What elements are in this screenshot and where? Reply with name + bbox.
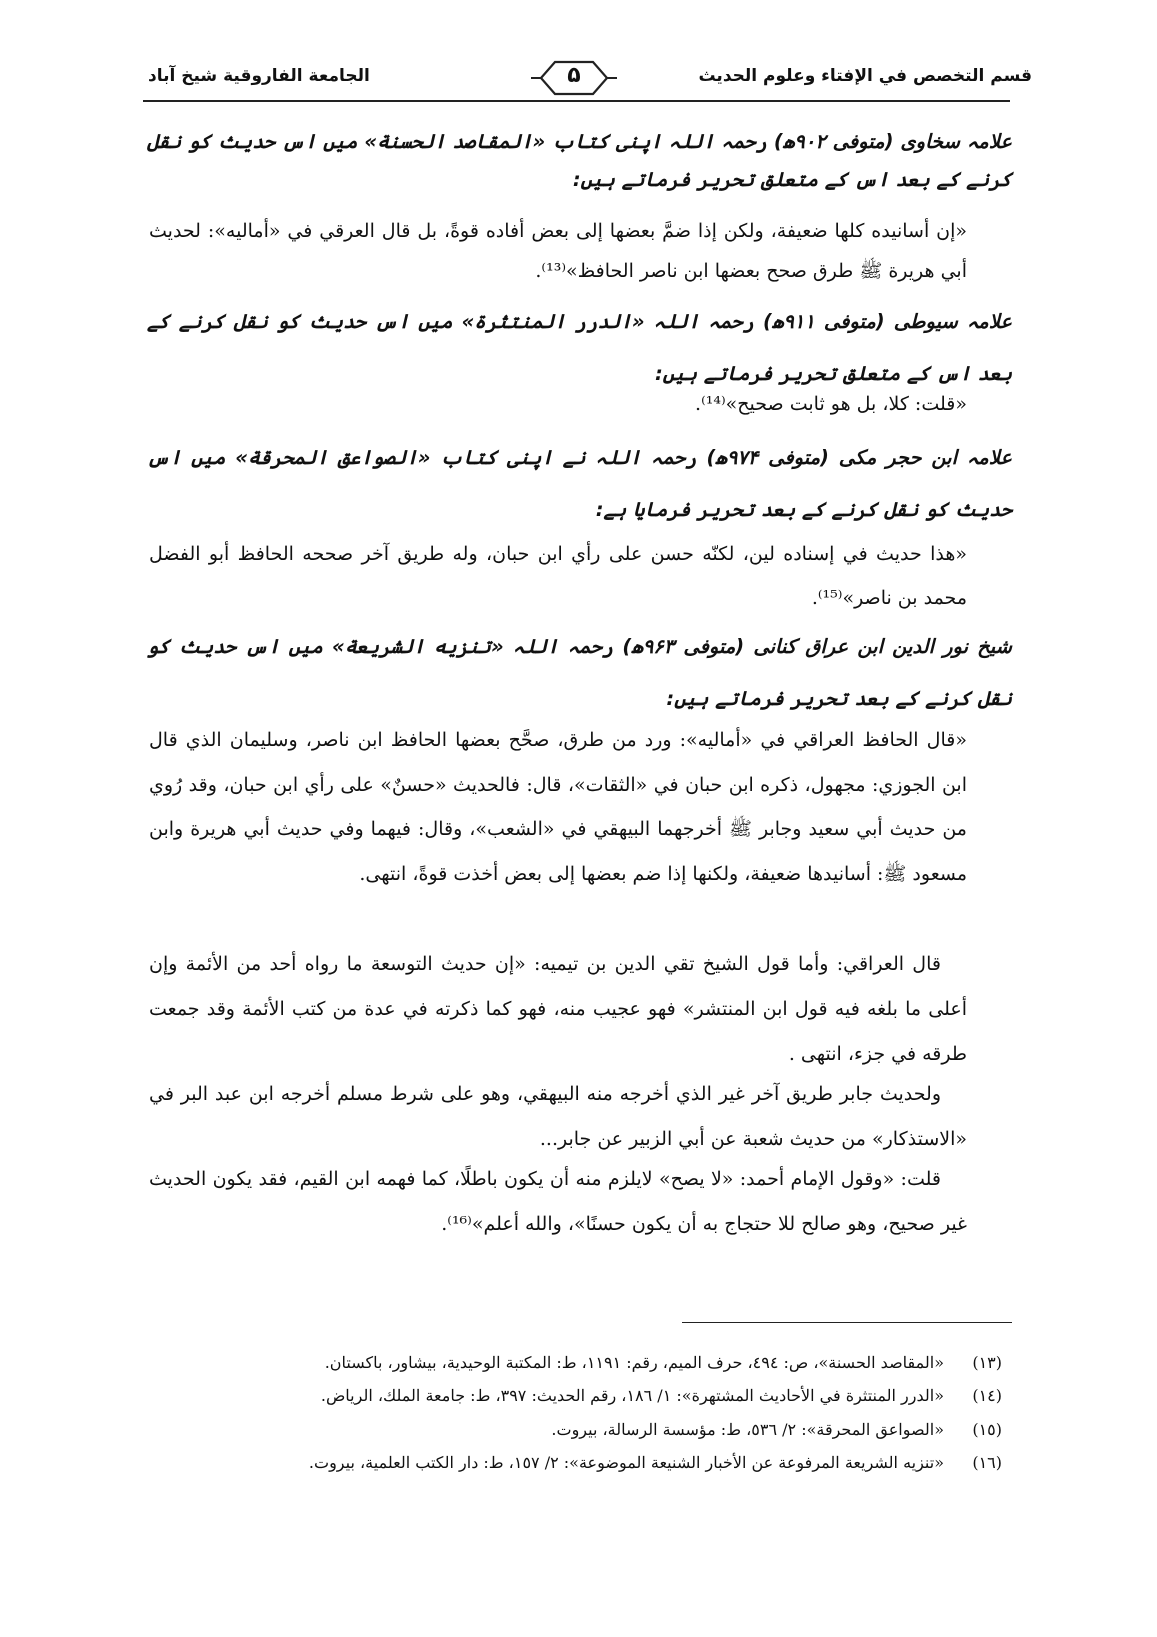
footnote-number: (١٦)	[972, 1453, 1002, 1472]
running-header-left: الجامعة الفاروقية شيخ آباد	[148, 66, 370, 86]
footnote	[142, 1386, 1002, 1405]
page-number: ۵	[567, 63, 581, 88]
footnote-text: «المقاصد الحسنة»، ص: ٤٩٤، حرف الميم، رقم: ١١٩١، ط: المكتبة الوحيدية، بيشاور، باكستان.	[324, 1353, 944, 1372]
arabic-paragraph-iraqi: قال العراقي: وأما قول الشيخ تقي الدين بن تيميه: «إن حديث التوسعة ما رواه أحد من الأئمة وإن أعلى ما بلغه فيه قول ابن المنتشر» فهو عجيب منه، فهو كما ذكرته في عدة من كتب الأئمة وقد جمعت طرقه في جزء، انتهى .	[149, 953, 967, 1065]
footnote	[142, 1353, 1002, 1372]
arabic-quote-sakhawi: «إن أسانيده كلها ضعيفة، ولكن إذا ضمَّ بعضها إلى بعض أفاده قوةً، بل قال العرقي في «أماليه»: لحديث أبي هريرة ﷺ طرق صحح بعضها ابن ناصر الحافظ»⁽¹³⁾.	[149, 220, 967, 282]
footnote-number: (١٤)	[972, 1386, 1002, 1405]
urdu-intro-ibn-iraq: شیخ نور الدین ابن عراق کنانی (متوفی ۹۶۳ھ) رحمہ اللہ «تنزيه الشريعة» میں اس حدیث کو نقل کرنے کے بعد تحریر فرماتے ہیں:	[147, 635, 1012, 710]
urdu-intro-sakhawi: علامہ سخاوی (متوفی ۹۰۲ھ) رحمہ اللہ اپنی کتاب «المقاصد الحسنة» میں اس حدیث کو نقل کرنے کے بعد اس کے متعلق تحریر فرماتے ہیں:	[147, 130, 1012, 191]
urdu-intro-suyuti: علامہ سیوطی (متوفی ۹۱۱ھ) رحمہ اللہ «الدرر المنتثرة» میں اس حدیث کو نقل کرنے کے بعد اس کے متعلق تحریر فرماتے ہیں:	[147, 310, 1013, 385]
footnote-number: (١٥)	[972, 1420, 1002, 1439]
footnote-text: «الدرر المنتثرة في الأحاديث المشتهرة»: ١/ ١٨٦، رقم الحديث: ٣٩٧، ط: جامعة الملك، الرياض.	[320, 1386, 944, 1405]
arabic-paragraph-ahmad: قلت: «وقول الإمام أحمد: «لا يصح» لايلزم منه أن يكون باطلًا، كما فهمه ابن القيم، فقد يكون الحديث غير صحيح، وهو صالح للا حتجاج به أن يكون حسنًا»، والله أعلم»⁽¹⁶⁾.	[149, 1168, 967, 1235]
header-rule	[143, 100, 1010, 102]
footnote-text: «تنزيه الشريعة المرفوعة عن الأخبار الشنيعة الموضوعة»: ٢/ ١٥٧، ط: دار الكتب العلمية، بيروت.	[308, 1453, 944, 1472]
arabic-quote-suyuti: «قلت: كلا، بل هو ثابت صحيح»⁽¹⁴⁾.	[695, 393, 967, 415]
footnote	[142, 1420, 1002, 1439]
footnote-number: (١٣)	[972, 1353, 1002, 1372]
urdu-intro-ibn-hajar: علامہ ابن حجر مکی (متوفی ۹۷۴ھ) رحمہ اللہ نے اپنی کتاب «الصواعق المحرقة» میں اس حدیث کو نقل کرنے کے بعد تحریر فرمایا ہے:	[147, 446, 1012, 521]
footnote	[142, 1453, 1002, 1472]
arabic-paragraph-jabir: ولحديث جابر طريق آخر غير الذي أخرجه منه البيهقي، وهو على شرط مسلم أخرجه ابن عبد البر في «الاستذكار» من حديث شعبة عن أبي الزبير عن جابر...	[149, 1083, 967, 1150]
arabic-quote-ibn-iraq: «قال الحافظ العراقي في «أماليه»: ورد من طرق، صحَّح بعضها الحافظ ابن ناصر، وسليمان الذي قال ابن الجوزي: مجهول، ذكره ابن حبان في «الثقات»، قال: فالحديث «حسنٌ» على رأي ابن حبان، وقد رُوي من حديث أبي سعيد وجابر ﷺ أخرجهما البيهقي في «الشعب»، وقال: فيهما وفي حديث أبي هريرة وابن مسعود ﷺ: أسانيدها ضعيفة، ولكنها إذا ضم بعضها إلى بعض أخذت قوةً، انتهى.	[149, 729, 967, 885]
footnote-text: «الصواعق المحرقة»: ٢/ ٥٣٦، ط: مؤسسة الرسالة، بيروت.	[551, 1420, 944, 1439]
running-header-right: قسم التخصص في الإفتاء وعلوم الحديث	[698, 66, 1032, 86]
arabic-quote-ibn-hajar: «هذا حديث في إسناده لين، لكنّه حسن على رأي ابن حبان، وله طريق آخر صححه الحافظ أبو الفضل محمد بن ناصر»⁽¹⁵⁾.	[149, 543, 967, 609]
footnote-separator	[682, 1322, 1012, 1323]
page-number-badge	[527, 58, 621, 98]
